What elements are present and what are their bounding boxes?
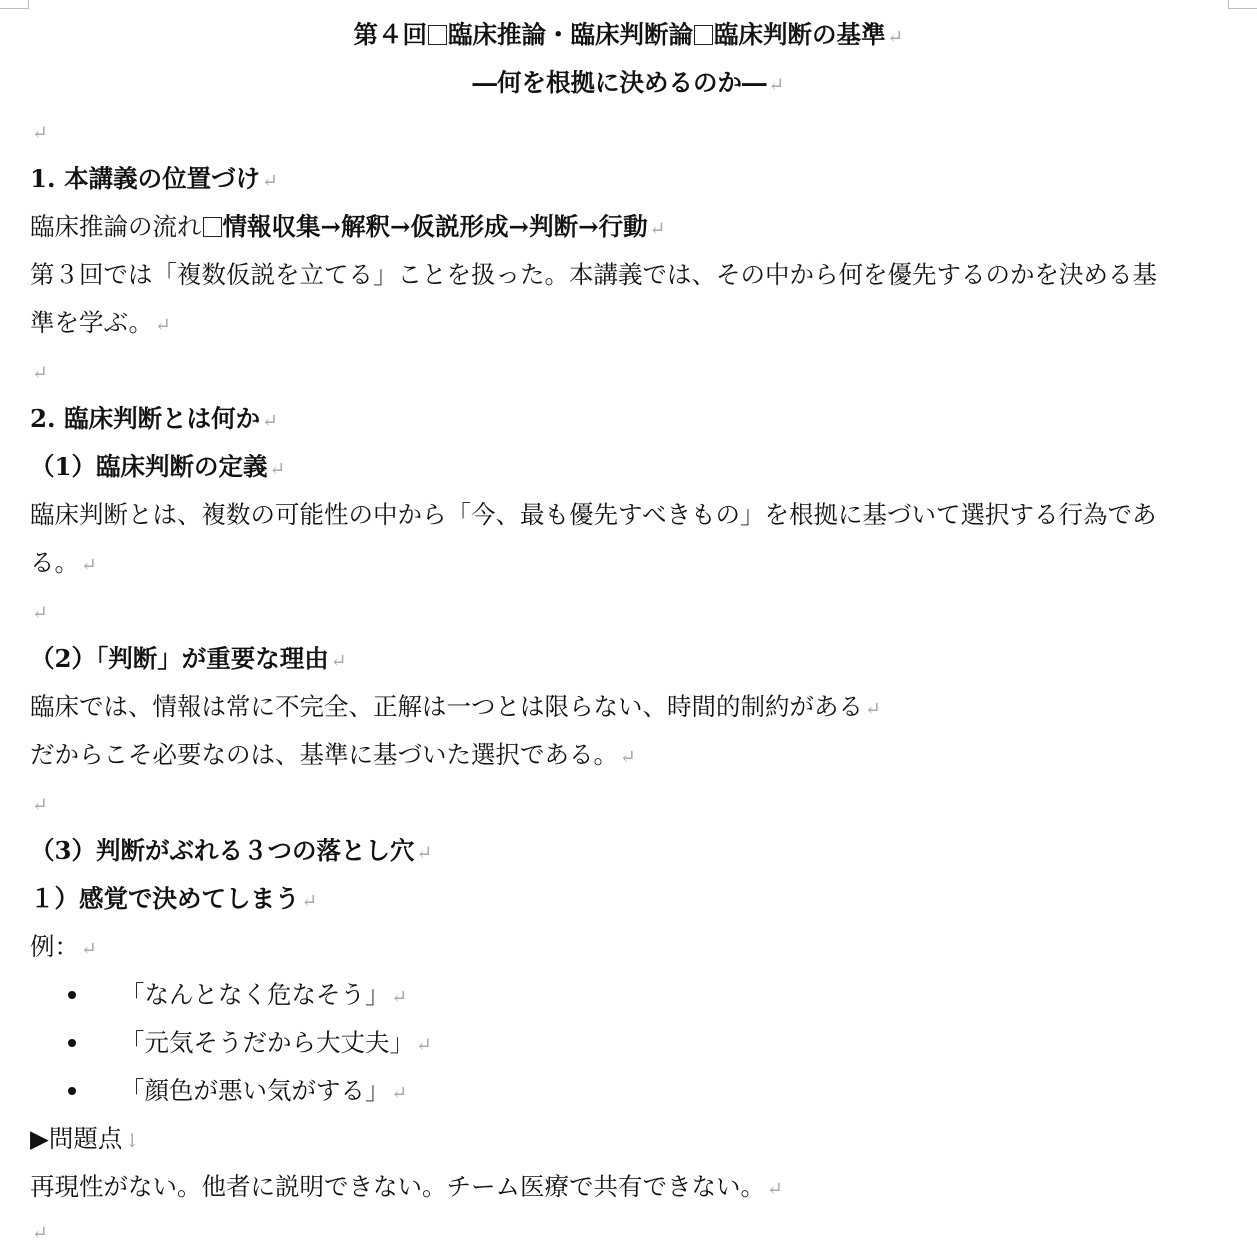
section-heading-text: 1. 本講義の位置づけ — [30, 164, 261, 193]
paragraph-mark: ↵ — [391, 1082, 408, 1104]
paragraph-text: だからこそ必要なのは、基準に基づいた選択である。 — [30, 740, 618, 769]
section1-paragraph-line2 — [30, 299, 1229, 347]
paragraph-mark: ↵ — [865, 698, 881, 720]
paragraph-mark: ↵ — [301, 890, 318, 912]
empty-paragraph — [30, 779, 1229, 827]
paragraph-mark: ↵ — [330, 650, 347, 672]
reason-line1 — [30, 683, 1229, 731]
title-topic: 臨床判断の基準 — [714, 20, 886, 49]
bullet-icon — [68, 991, 76, 999]
paragraph-text: 準を学ぶ。 — [30, 308, 153, 337]
missing-glyph-box — [203, 217, 222, 237]
page-corner-mark-left — [0, 0, 29, 9]
paragraph-text: 臨床では、情報は常に不完全、正解は一つとは限らない、時間的制約がある — [30, 692, 863, 721]
paragraph-mark: ↵ — [32, 1222, 48, 1244]
document-subtitle — [0, 59, 1257, 107]
subsection1-heading — [30, 443, 1229, 491]
paragraph-mark: ↵ — [649, 218, 666, 240]
problem-text-line — [30, 1163, 1229, 1211]
list-item-text: 「元気そうだから大丈夫」 — [120, 1028, 414, 1057]
bullet-icon — [68, 1039, 76, 1047]
reason-line2 — [30, 731, 1229, 779]
list-item — [68, 1019, 1229, 1067]
subsection-heading-text: （2）「判断」が重要な理由 — [30, 644, 329, 673]
example-label-line — [30, 923, 1229, 971]
paragraph-mark: ↵ — [81, 554, 97, 576]
bullet-icon — [68, 1087, 76, 1095]
line-break-mark: ↓ — [124, 1130, 141, 1152]
empty-paragraph — [30, 347, 1229, 395]
definition-line2 — [30, 539, 1229, 587]
empty-paragraph — [30, 1207, 1229, 1255]
subtitle-text: ―何を根拠に決めるのか― — [472, 68, 767, 97]
list-item — [68, 1067, 1229, 1115]
paragraph-mark: ↵ — [416, 842, 433, 864]
paragraph-mark: ↵ — [32, 602, 48, 624]
flow-steps: 情報収集→解釈→仮説形成→判断→行動 — [222, 212, 648, 241]
problem-label-line — [30, 1115, 1229, 1163]
paragraph-mark: ↵ — [269, 458, 286, 480]
title-course-name: 臨床推論・臨床判断論 — [448, 20, 694, 49]
section1-paragraph-line1 — [30, 251, 1229, 299]
missing-glyph-box — [694, 25, 713, 45]
missing-glyph-box — [428, 25, 447, 45]
paragraph-mark: ↵ — [262, 170, 279, 192]
document-title — [0, 11, 1257, 59]
paragraph-mark: ↵ — [32, 794, 48, 816]
pitfall1-heading — [30, 875, 1229, 923]
paragraph-mark: ↵ — [155, 314, 171, 336]
list-item-text: 「顔色が悪い気がする」 — [120, 1076, 390, 1105]
empty-paragraph — [30, 587, 1229, 635]
definition-line1 — [30, 491, 1229, 539]
paragraph-mark: ↵ — [32, 362, 48, 384]
paragraph-mark: ↵ — [620, 746, 636, 768]
paragraph-mark: ↵ — [416, 1034, 432, 1056]
paragraph-mark: ↵ — [81, 938, 97, 960]
list-item-text: 「なんとなく危なそう」 — [120, 980, 390, 1009]
list-item — [68, 971, 1229, 1019]
section2-heading — [30, 395, 1229, 443]
paragraph-mark: ↵ — [768, 74, 785, 96]
reasoning-flow-line — [30, 203, 1229, 251]
paragraph-mark: ↵ — [262, 410, 279, 432]
subsection3-heading — [30, 827, 1229, 875]
subsection-heading-text: （1）臨床判断の定義 — [30, 452, 268, 481]
empty-paragraph — [30, 107, 1229, 155]
section1-heading — [30, 155, 1229, 203]
problem-label: ▶問題点 — [30, 1124, 123, 1153]
paragraph-mark: ↵ — [887, 26, 904, 48]
paragraph-mark: ↵ — [32, 122, 48, 144]
example-label: 例： — [30, 932, 79, 961]
paragraph-text: る。 — [30, 548, 79, 577]
subsection-heading-text: （3）判断がぶれる３つの落とし穴 — [30, 836, 415, 865]
flow-prefix: 臨床推論の流れ — [30, 212, 202, 241]
paragraph-text: 再現性がない。他者に説明できない。チーム医療で共有できない。 — [30, 1172, 765, 1201]
paragraph-text: 第３回では「複数仮説を立てる」ことを扱った。本講義では、その中から何を優先するのかを決める基 — [30, 260, 1157, 289]
pitfall-heading-text: １）感覚で決めてしまう — [30, 884, 300, 913]
title-lecture-number: 第４回 — [353, 20, 428, 49]
section-heading-text: 2. 臨床判断とは何か — [30, 404, 261, 433]
subsection2-heading — [30, 635, 1229, 683]
paragraph-mark: ↵ — [767, 1178, 783, 1200]
paragraph-text: 臨床判断とは、複数の可能性の中から「今、最も優先すべきもの」を根拠に基づいて選択する行為であ — [30, 500, 1157, 529]
page-corner-mark-right — [1228, 0, 1257, 9]
paragraph-mark: ↵ — [391, 986, 408, 1008]
